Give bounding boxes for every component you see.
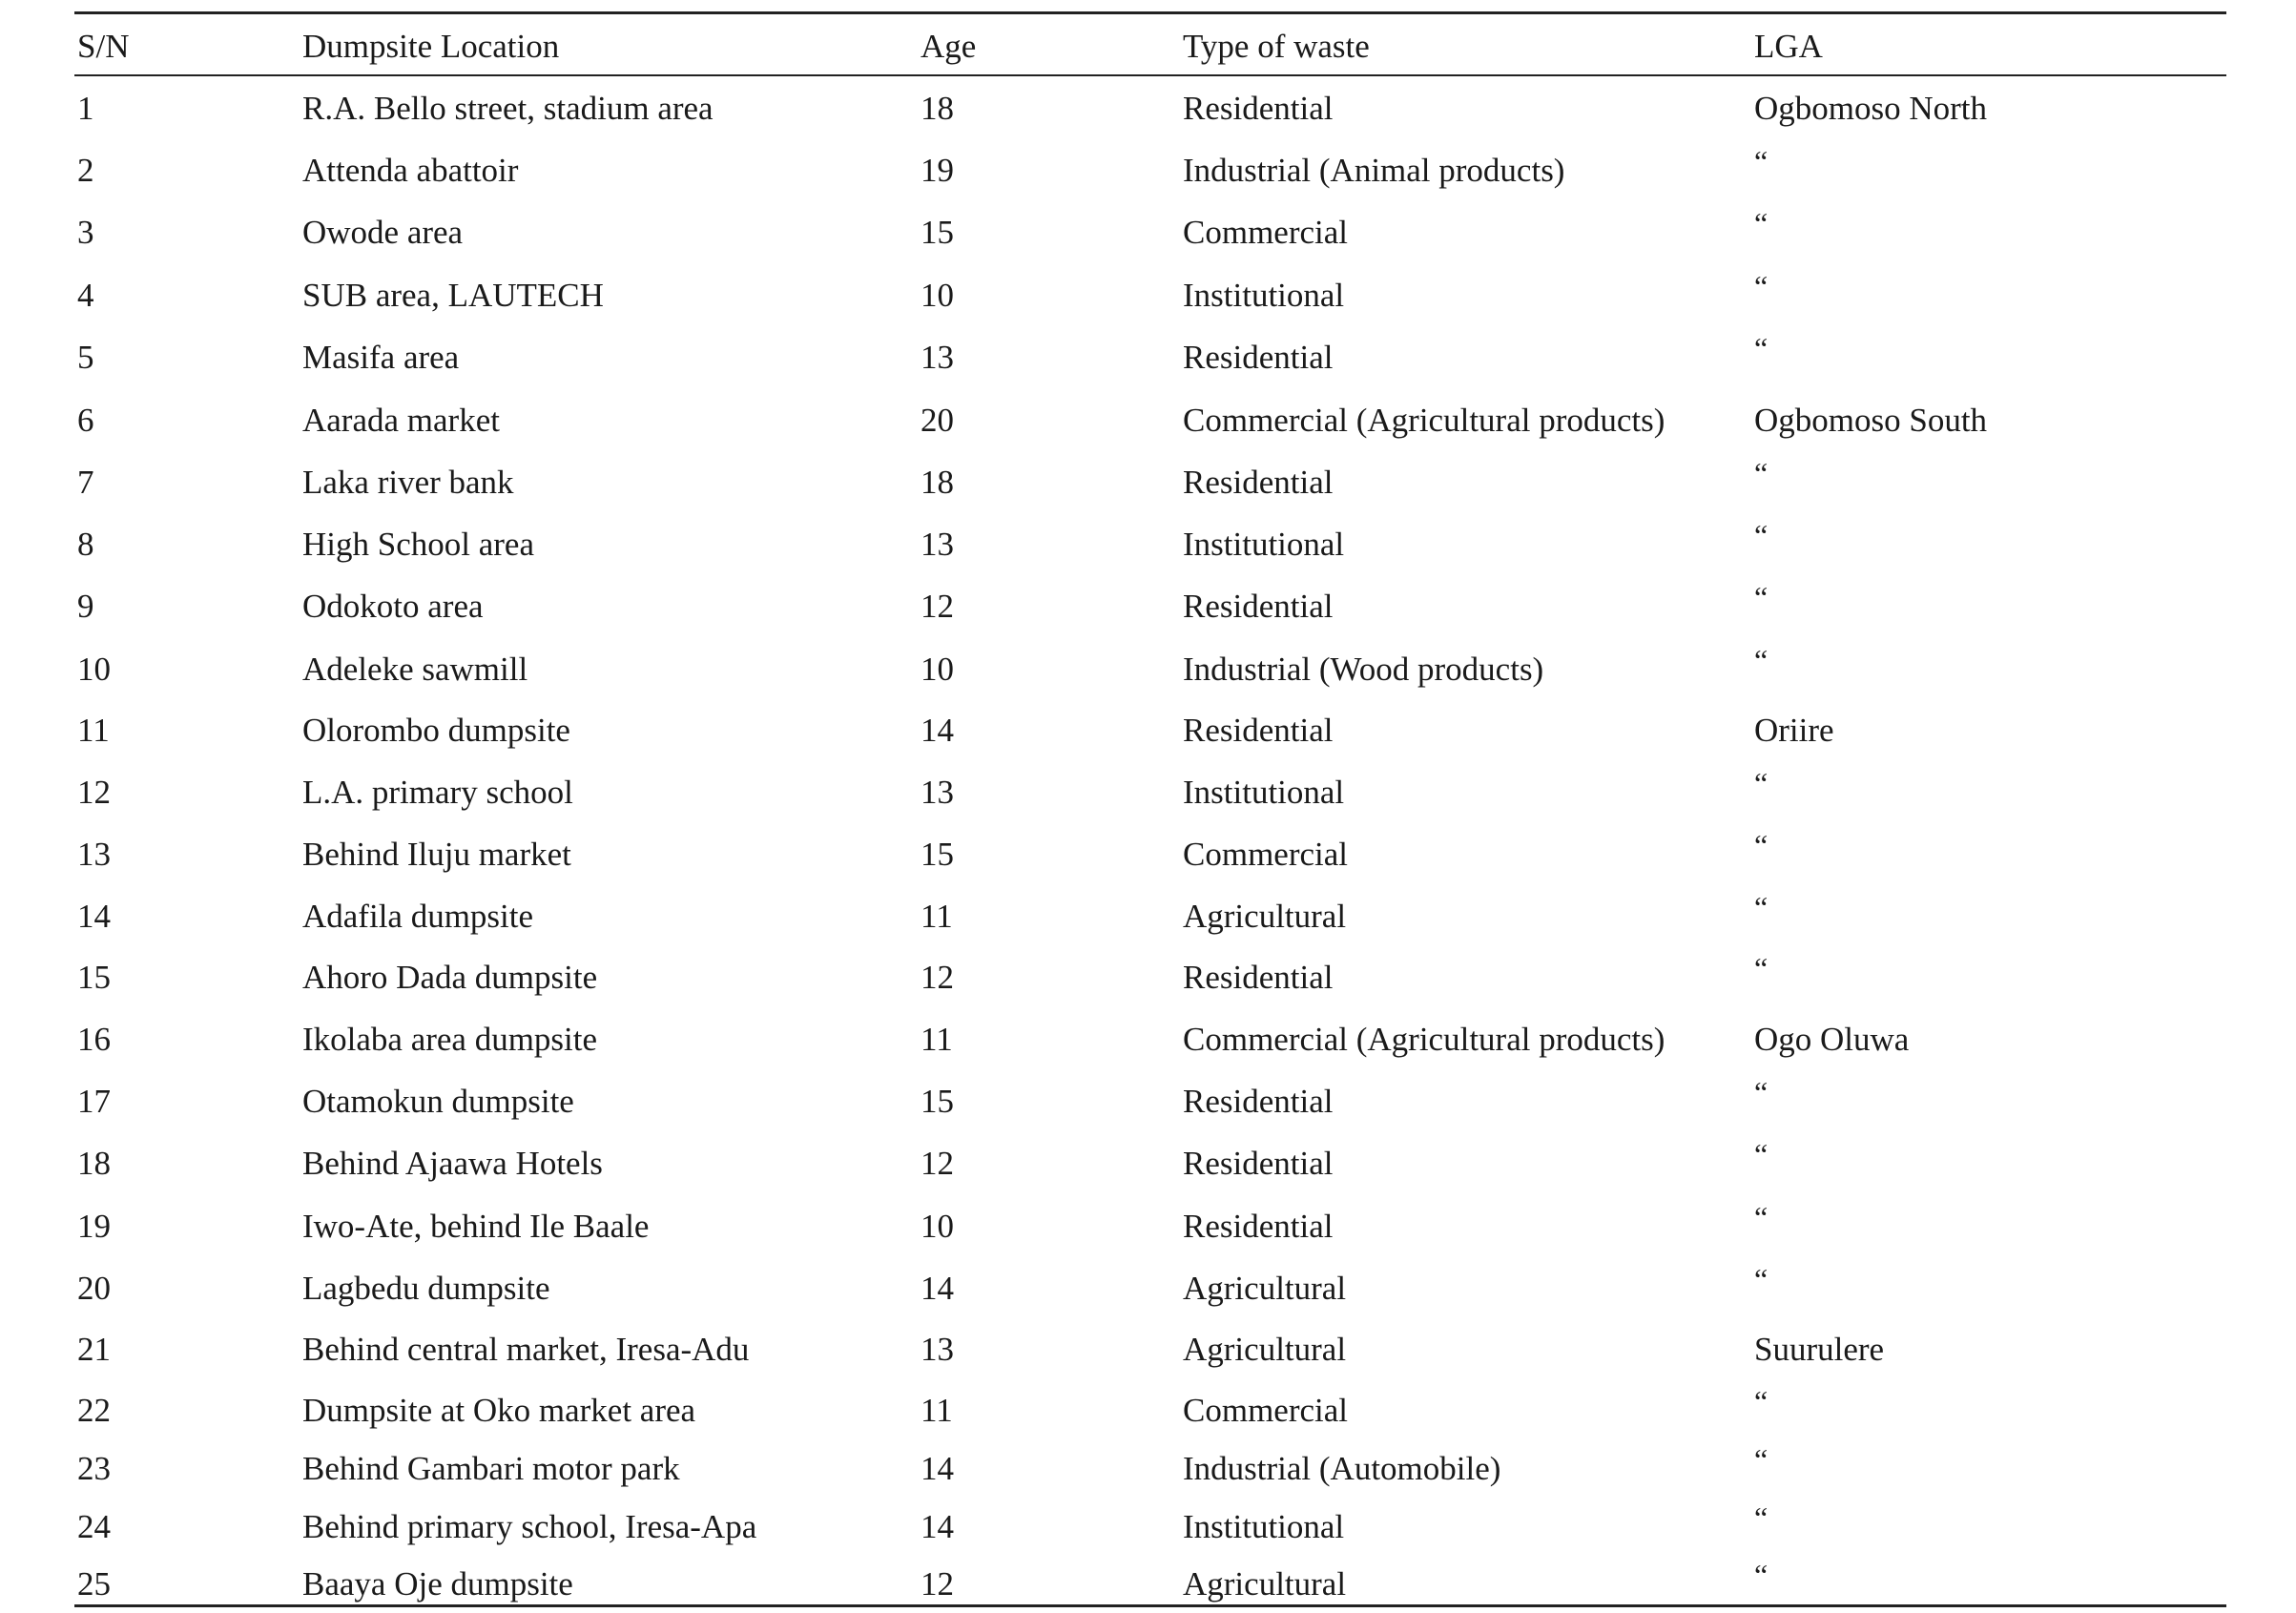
cell-lga: “ — [1754, 766, 1769, 800]
table-row — [74, 580, 2226, 631]
header-type-of-waste: Type of waste — [1183, 28, 1370, 65]
cell-age: 12 — [920, 588, 954, 625]
cell-lga: “ — [1754, 518, 1769, 552]
cell-dumpsite-location: Masifa area — [302, 339, 460, 376]
cell-age: 12 — [920, 1145, 954, 1182]
table-row — [74, 1262, 2226, 1313]
cell-age: 12 — [920, 1565, 954, 1603]
cell-sn: 3 — [77, 214, 94, 251]
cell-sn: 13 — [77, 836, 111, 873]
cell-sn: 5 — [77, 339, 94, 376]
table-row — [74, 890, 2226, 941]
cell-type-of-waste: Residential — [1183, 1083, 1334, 1120]
cell-sn: 2 — [77, 152, 94, 189]
cell-dumpsite-location: Olorombo dumpsite — [302, 712, 570, 749]
cell-type-of-waste: Commercial (Agricultural products) — [1183, 402, 1665, 439]
cell-age: 14 — [920, 712, 954, 749]
table-row — [74, 269, 2226, 320]
cell-lga: Oriire — [1754, 712, 1834, 749]
cell-lga: “ — [1754, 1262, 1769, 1296]
cell-type-of-waste: Institutional — [1183, 526, 1345, 563]
table-row — [74, 456, 2226, 507]
cell-type-of-waste: Industrial (Wood products) — [1183, 651, 1544, 688]
cell-sn: 17 — [77, 1083, 111, 1120]
cell-dumpsite-location: Otamokun dumpsite — [302, 1083, 574, 1120]
cell-lga: Ogo Oluwa — [1754, 1021, 1910, 1058]
cell-dumpsite-location: Ahoro Dada dumpsite — [302, 959, 598, 996]
cell-dumpsite-location: Aarada market — [302, 402, 500, 439]
cell-type-of-waste: Residential — [1183, 90, 1334, 127]
cell-sn: 14 — [77, 898, 111, 935]
cell-sn: 18 — [77, 1145, 111, 1182]
cell-lga: “ — [1754, 206, 1769, 240]
cell-lga: “ — [1754, 1442, 1769, 1477]
cell-dumpsite-location: Behind Gambari motor park — [302, 1450, 680, 1487]
cell-dumpsite-location: Behind central market, Iresa-Adu — [302, 1331, 750, 1368]
cell-age: 11 — [920, 1021, 953, 1058]
cell-type-of-waste: Institutional — [1183, 774, 1345, 811]
table-row — [74, 1442, 2226, 1493]
table-row — [74, 1075, 2226, 1126]
cell-sn: 4 — [77, 277, 94, 314]
table-row — [74, 951, 2226, 1002]
cell-dumpsite-location: Baaya Oje dumpsite — [302, 1565, 573, 1603]
cell-sn: 12 — [77, 774, 111, 811]
cell-sn: 22 — [77, 1392, 111, 1429]
cell-age: 11 — [920, 898, 953, 935]
cell-type-of-waste: Residential — [1183, 464, 1334, 501]
table-row — [74, 1326, 2226, 1374]
cell-sn: 9 — [77, 588, 94, 625]
cell-lga: “ — [1754, 951, 1769, 985]
cell-type-of-waste: Residential — [1183, 588, 1334, 625]
table-header-rule — [74, 74, 2226, 76]
cell-sn: 1 — [77, 90, 94, 127]
cell-type-of-waste: Institutional — [1183, 1508, 1345, 1545]
table-row — [74, 144, 2226, 195]
cell-sn: 6 — [77, 402, 94, 439]
cell-lga: “ — [1754, 1200, 1769, 1234]
cell-dumpsite-location: Behind Ajaawa Hotels — [302, 1145, 603, 1182]
cell-age: 13 — [920, 526, 954, 563]
cell-type-of-waste: Residential — [1183, 1145, 1334, 1182]
cell-type-of-waste: Commercial — [1183, 214, 1349, 251]
cell-dumpsite-location: Ikolaba area dumpsite — [302, 1021, 598, 1058]
cell-age: 13 — [920, 774, 954, 811]
table-row — [74, 518, 2226, 569]
cell-dumpsite-location: Behind Iluju market — [302, 836, 571, 873]
cell-type-of-waste: Industrial (Animal products) — [1183, 152, 1565, 189]
table-row — [74, 707, 2226, 755]
header-lga: LGA — [1754, 28, 1823, 65]
cell-age: 18 — [920, 464, 954, 501]
cell-sn: 19 — [77, 1208, 111, 1245]
cell-age: 13 — [920, 339, 954, 376]
table-row — [74, 643, 2226, 693]
cell-lga: Ogbomoso South — [1754, 402, 1988, 439]
cell-sn: 16 — [77, 1021, 111, 1058]
cell-type-of-waste: Agricultural — [1183, 898, 1347, 935]
cell-lga: “ — [1754, 1075, 1769, 1109]
header-dumpsite-location: Dumpsite Location — [302, 28, 560, 65]
cell-type-of-waste: Residential — [1183, 959, 1334, 996]
table-row — [74, 331, 2226, 382]
cell-dumpsite-location: Adafila dumpsite — [302, 898, 534, 935]
table-row — [74, 1500, 2226, 1551]
cell-age: 13 — [920, 1331, 954, 1368]
cell-type-of-waste: Commercial (Agricultural products) — [1183, 1021, 1665, 1058]
cell-type-of-waste: Agricultural — [1183, 1331, 1347, 1368]
cell-dumpsite-location: Odokoto area — [302, 588, 484, 625]
cell-lga: “ — [1754, 1558, 1769, 1592]
table-top-rule — [74, 11, 2226, 14]
cell-age: 10 — [920, 1208, 954, 1245]
table-row — [74, 1200, 2226, 1251]
cell-dumpsite-location: Laka river bank — [302, 464, 514, 501]
cell-age: 15 — [920, 214, 954, 251]
cell-age: 14 — [920, 1508, 954, 1545]
cell-dumpsite-location: SUB area, LAUTECH — [302, 277, 604, 314]
cell-age: 14 — [920, 1270, 954, 1307]
header-sn: S/N — [77, 28, 130, 65]
cell-type-of-waste: Industrial (Automobile) — [1183, 1450, 1501, 1487]
table-header-row — [74, 23, 2226, 71]
cell-sn: 21 — [77, 1331, 111, 1368]
table-row — [74, 397, 2226, 445]
table-row — [74, 1384, 2226, 1435]
cell-sn: 25 — [77, 1565, 111, 1603]
cell-dumpsite-location: Dumpsite at Oko market area — [302, 1392, 696, 1429]
table-row — [74, 1558, 2226, 1608]
cell-lga: “ — [1754, 643, 1769, 677]
cell-lga: “ — [1754, 828, 1769, 862]
cell-age: 10 — [920, 277, 954, 314]
table-row — [74, 206, 2226, 257]
cell-sn: 10 — [77, 651, 111, 688]
cell-age: 15 — [920, 1083, 954, 1120]
cell-dumpsite-location: Behind primary school, Iresa-Apa — [302, 1508, 757, 1545]
cell-lga: “ — [1754, 890, 1769, 924]
cell-sn: 24 — [77, 1508, 111, 1545]
cell-lga: “ — [1754, 1500, 1769, 1535]
cell-sn: 11 — [77, 712, 110, 749]
cell-lga: “ — [1754, 269, 1769, 303]
cell-age: 20 — [920, 402, 954, 439]
cell-sn: 23 — [77, 1450, 111, 1487]
cell-type-of-waste: Residential — [1183, 1208, 1334, 1245]
cell-type-of-waste: Commercial — [1183, 836, 1349, 873]
table-bottom-rule — [74, 1604, 2226, 1607]
cell-dumpsite-location: Adeleke sawmill — [302, 651, 528, 688]
cell-dumpsite-location: R.A. Bello street, stadium area — [302, 90, 714, 127]
cell-lga: “ — [1754, 331, 1769, 365]
table-row — [74, 828, 2226, 879]
cell-age: 10 — [920, 651, 954, 688]
cell-lga: “ — [1754, 456, 1769, 490]
cell-dumpsite-location: Attenda abattoir — [302, 152, 519, 189]
cell-lga: “ — [1754, 580, 1769, 614]
cell-type-of-waste: Commercial — [1183, 1392, 1349, 1429]
cell-sn: 15 — [77, 959, 111, 996]
cell-lga: “ — [1754, 144, 1769, 178]
cell-type-of-waste: Residential — [1183, 339, 1334, 376]
cell-age: 11 — [920, 1392, 953, 1429]
cell-lga: “ — [1754, 1137, 1769, 1171]
cell-dumpsite-location: Lagbedu dumpsite — [302, 1270, 550, 1307]
cell-lga: Suurulere — [1754, 1331, 1885, 1368]
cell-age: 14 — [920, 1450, 954, 1487]
cell-lga: Ogbomoso North — [1754, 90, 1988, 127]
table-row — [74, 1016, 2226, 1064]
cell-lga: “ — [1754, 1384, 1769, 1418]
cell-sn: 7 — [77, 464, 94, 501]
cell-type-of-waste: Institutional — [1183, 277, 1345, 314]
cell-age: 19 — [920, 152, 954, 189]
table-row — [74, 1137, 2226, 1188]
cell-dumpsite-location: Iwo-Ate, behind Ile Baale — [302, 1208, 650, 1245]
cell-sn: 8 — [77, 526, 94, 563]
table-row — [74, 766, 2226, 817]
cell-age: 12 — [920, 959, 954, 996]
cell-type-of-waste: Agricultural — [1183, 1565, 1347, 1603]
table-row — [74, 85, 2226, 133]
cell-dumpsite-location: Owode area — [302, 214, 464, 251]
cell-dumpsite-location: High School area — [302, 526, 534, 563]
cell-age: 18 — [920, 90, 954, 127]
cell-sn: 20 — [77, 1270, 111, 1307]
cell-age: 15 — [920, 836, 954, 873]
cell-dumpsite-location: L.A. primary school — [302, 774, 573, 811]
header-age: Age — [920, 28, 977, 65]
cell-type-of-waste: Residential — [1183, 712, 1334, 749]
cell-type-of-waste: Agricultural — [1183, 1270, 1347, 1307]
